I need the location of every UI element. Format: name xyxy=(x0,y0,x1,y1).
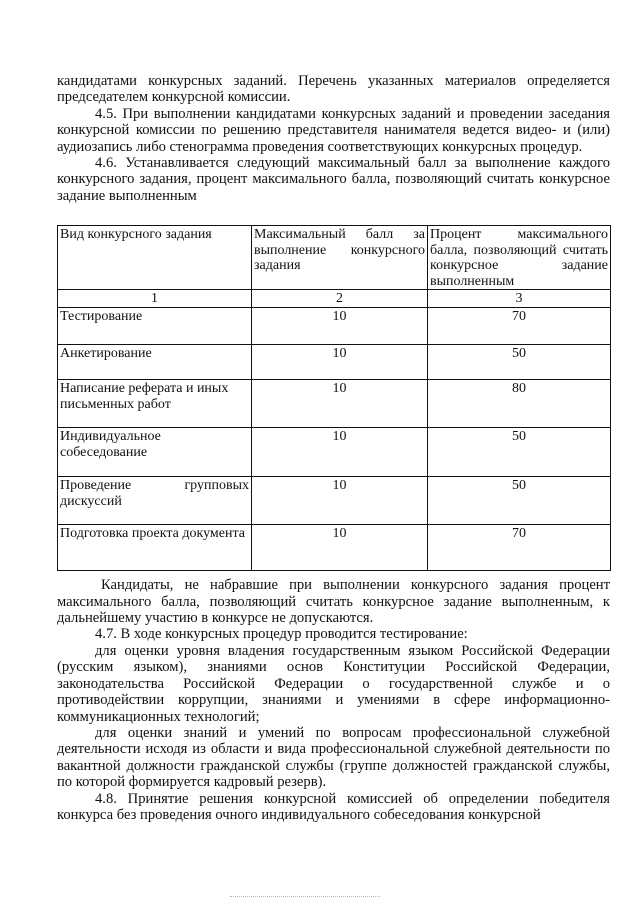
table-row xyxy=(58,308,611,345)
table-row xyxy=(58,380,611,428)
paragraph-candidates: Кандидаты, не набравшие при выполнении конкурсного задания процент максимального балла, позволяющий считать конкурсное задание выполненным, к дальнейшему участию в конкурсе не допускаются. xyxy=(57,577,610,627)
paragraph-4-7: 4.7. В ходе конкурсных процедур проводится тестирование: xyxy=(95,626,468,643)
paragraph-4-5: 4.5. При выполнении кандидатами конкурсных заданий и проведении заседания конкурсной комиссии по решению представителя нанимателя ведется видео- и (или) аудиозапись либо стенограмма проведения соответствующих конкурсных процедур. xyxy=(57,105,610,155)
percent: 70 xyxy=(428,308,611,345)
column-number: 2 xyxy=(252,290,428,308)
max-score: 10 xyxy=(252,380,428,428)
table-column-numbers xyxy=(58,290,611,308)
percent: 80 xyxy=(428,380,611,428)
task-name: Индивидуальное собеседование xyxy=(58,428,252,477)
table-row xyxy=(58,477,611,525)
table-row xyxy=(58,345,611,380)
percent: 70 xyxy=(428,525,611,571)
paragraph-4-7-b: для оценки знаний и умений по вопросам профессиональной служебной деятельности исходя из области и вида профессиональной служебной деятельности по вакантной должности гражданской службы (группе должностей гражданской службы, по которой формируется кадровый резерв). xyxy=(57,724,610,791)
task-name: Подготовка проекта документа xyxy=(58,525,252,571)
max-score: 10 xyxy=(252,345,428,380)
task-name: Тестирование xyxy=(58,308,252,345)
task-name: Написание реферата и иных письменных работ xyxy=(58,380,252,428)
header-max-score: Максимальный балл за выполнение конкурсного задания xyxy=(252,226,428,290)
table-row xyxy=(58,525,611,571)
max-score: 10 xyxy=(252,525,428,571)
max-score: 10 xyxy=(252,308,428,345)
percent: 50 xyxy=(428,477,611,525)
table-row xyxy=(58,428,611,477)
column-number: 1 xyxy=(58,290,252,308)
max-score: 10 xyxy=(252,428,428,477)
task-name: Анкетирование xyxy=(58,345,252,380)
header-task: Вид конкурсного задания xyxy=(58,226,252,290)
paragraph-4-7-a: для оценки уровня владения государственным языком Российской Федерации (русским языком), знаниями основ Конституции Российской Федерации, законодательства Российской Федерации о государственной службе и о противодействии коррупции, знаниями и умениями в сфере информационно-коммуникационных технологий; xyxy=(57,642,610,725)
percent: 50 xyxy=(428,345,611,380)
table-header-row xyxy=(58,226,611,290)
paragraph-4-8: 4.8. Принятие решения конкурсной комиссией об определении победителя конкурса без проведения очного индивидуального собеседования конкурсной xyxy=(57,790,610,823)
column-number: 3 xyxy=(428,290,611,308)
document-page xyxy=(57,73,610,823)
scores-table xyxy=(57,225,611,571)
task-name: Проведение групповых дискуссий xyxy=(58,477,252,525)
percent: 50 xyxy=(428,428,611,477)
max-score: 10 xyxy=(252,477,428,525)
paragraph-continuation: кандидатами конкурсных заданий. Перечень указанных материалов определяется председателем конкурсной комиссии. xyxy=(57,73,610,106)
header-percent: Процент максимального балла, позволяющий считать конкурсное задание выполненным xyxy=(428,226,611,290)
scan-artifact xyxy=(230,896,380,900)
paragraph-4-6: 4.6. Устанавливается следующий максимальный балл за выполнение каждого конкурсного задания, процент максимального балла, позволяющий считать конкурсное задание выполненным xyxy=(57,155,610,204)
